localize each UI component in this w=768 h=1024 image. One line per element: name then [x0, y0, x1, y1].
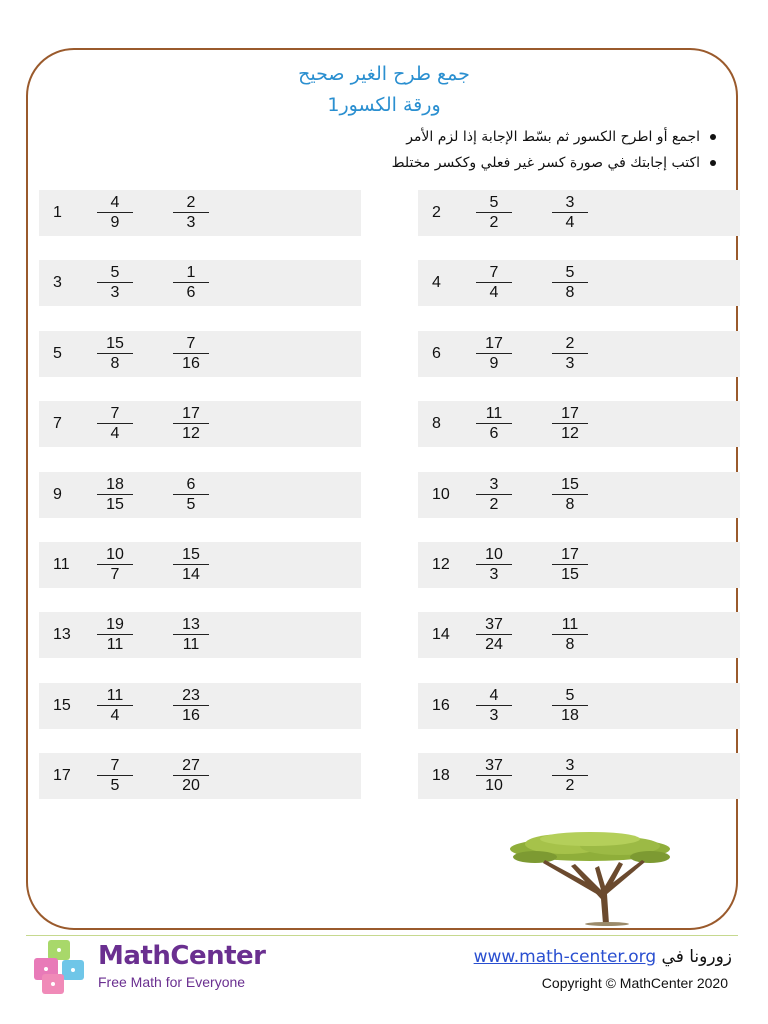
problem-box: [418, 612, 740, 658]
numerator: 37: [476, 615, 512, 635]
numerator: 5: [552, 686, 588, 706]
problem-number: 16: [432, 697, 450, 714]
numerator: 15: [552, 475, 588, 495]
numerator: 17: [173, 404, 209, 424]
problem-number: 5: [53, 345, 62, 362]
brand-tagline: Free Math for Everyone: [98, 974, 246, 990]
numerator: 4: [476, 686, 512, 706]
numerator: 4: [97, 193, 133, 213]
fraction-second: [173, 756, 209, 795]
fraction-second: [173, 686, 209, 725]
denominator: 3: [489, 707, 499, 724]
problem-number: 13: [53, 626, 71, 643]
fraction-first: [97, 193, 133, 232]
problem-number: 10: [432, 486, 450, 503]
fraction-second: [552, 756, 588, 795]
problem-box: [39, 472, 361, 518]
problem-box: [39, 331, 361, 377]
denominator: 4: [489, 284, 499, 301]
fraction-second: [173, 263, 209, 302]
problem-box: [418, 683, 740, 729]
fraction-first: [97, 686, 133, 725]
denominator: 11: [182, 636, 200, 653]
denominator: 20: [182, 777, 200, 794]
worksheet-title: جمع طرح الغير صحيح: [298, 63, 470, 85]
fraction-second: [552, 545, 588, 584]
fraction-first: [476, 686, 512, 725]
website-link[interactable]: www.math-center.org: [473, 947, 657, 967]
denominator: 2: [489, 214, 499, 231]
numerator: 3: [552, 193, 588, 213]
denominator: 10: [485, 777, 503, 794]
problem-number: 14: [432, 626, 450, 643]
numerator: 13: [173, 615, 209, 635]
numerator: 17: [476, 334, 512, 354]
denominator: 4: [110, 707, 120, 724]
numerator: 2: [173, 193, 209, 213]
problem-box: [418, 190, 740, 236]
fraction-first: [97, 545, 133, 584]
fraction-second: [552, 263, 588, 302]
denominator: 2: [565, 777, 575, 794]
copyright-text: Copyright © MathCenter 2020: [541, 975, 728, 991]
numerator: 17: [552, 404, 588, 424]
denominator: 12: [561, 425, 579, 442]
denominator: 5: [110, 777, 120, 794]
denominator: 2: [489, 496, 499, 513]
denominator: 15: [561, 566, 579, 583]
problem-number: 9: [53, 486, 62, 503]
denominator: 16: [182, 355, 200, 372]
denominator: 3: [565, 355, 575, 372]
denominator: 9: [110, 214, 120, 231]
fraction-first: [97, 615, 133, 654]
fraction-second: [552, 686, 588, 725]
denominator: 4: [110, 425, 120, 442]
fraction-first: [97, 404, 133, 443]
fraction-first: [476, 334, 512, 373]
denominator: 16: [182, 707, 200, 724]
problem-box: [39, 190, 361, 236]
denominator: 8: [565, 496, 575, 513]
fraction-first: [97, 334, 133, 373]
worksheet-subtitle: ورقة الكسور1: [327, 94, 441, 116]
fraction-second: [552, 404, 588, 443]
problem-box: [418, 542, 740, 588]
bullet-icon: [710, 134, 716, 140]
numerator: 7: [173, 334, 209, 354]
denominator: 7: [110, 566, 120, 583]
instruction-item: [120, 150, 720, 176]
denominator: 4: [565, 214, 575, 231]
acacia-tree-icon: [505, 824, 675, 926]
numerator: 23: [173, 686, 209, 706]
numerator: 15: [97, 334, 133, 354]
denominator: 3: [489, 566, 499, 583]
problem-box: [39, 753, 361, 799]
denominator: 3: [110, 284, 120, 301]
bullet-icon: [710, 160, 716, 166]
denominator: 24: [485, 636, 503, 653]
numerator: 15: [173, 545, 209, 565]
problem-number: 12: [432, 556, 450, 573]
fraction-first: [97, 263, 133, 302]
denominator: 6: [186, 284, 196, 301]
denominator: 8: [110, 355, 120, 372]
denominator: 8: [565, 284, 575, 301]
instruction-item: [120, 124, 720, 150]
problem-box: [39, 683, 361, 729]
problem-number: 8: [432, 415, 441, 432]
problem-number: 2: [432, 204, 441, 221]
numerator: 10: [476, 545, 512, 565]
numerator: 27: [173, 756, 209, 776]
fraction-second: [173, 334, 209, 373]
problem-box: [418, 472, 740, 518]
numerator: 1: [173, 263, 209, 283]
problem-number: 6: [432, 345, 441, 362]
fraction-first: [476, 404, 512, 443]
numerator: 5: [97, 263, 133, 283]
numerator: 7: [97, 756, 133, 776]
numerator: 11: [97, 686, 133, 706]
problem-number: 18: [432, 767, 450, 784]
fraction-second: [173, 193, 209, 232]
denominator: 18: [561, 707, 579, 724]
fraction-first: [476, 475, 512, 514]
fraction-second: [173, 615, 209, 654]
fraction-second: [552, 475, 588, 514]
fraction-first: [97, 756, 133, 795]
instruction-text: اكتب إجابتك في صورة كسر غير فعلي وككسر مختلط: [391, 155, 700, 171]
numerator: 19: [97, 615, 133, 635]
fraction-first: [476, 263, 512, 302]
problem-box: [39, 260, 361, 306]
instructions-list: [120, 124, 720, 176]
problem-number: 17: [53, 767, 71, 784]
problem-number: 4: [432, 274, 441, 291]
fraction-first: [476, 545, 512, 584]
problem-box: [418, 401, 740, 447]
instruction-text: اجمع أو اطرح الكسور ثم بسّط الإجابة إذا لزم الأمر: [406, 129, 700, 145]
footer-divider: [26, 935, 738, 936]
problem-box: [418, 260, 740, 306]
problem-number: 11: [53, 556, 70, 573]
problem-number: 7: [53, 415, 62, 432]
fraction-first: [476, 193, 512, 232]
numerator: 5: [552, 263, 588, 283]
numerator: 11: [552, 615, 588, 635]
numerator: 10: [97, 545, 133, 565]
denominator: 5: [186, 496, 196, 513]
denominator: 15: [106, 496, 124, 513]
numerator: 11: [476, 404, 512, 424]
brand-name: MathCenter: [98, 941, 266, 971]
problem-box: [418, 753, 740, 799]
denominator: 11: [106, 636, 124, 653]
problem-number: 3: [53, 274, 62, 291]
numerator: 7: [476, 263, 512, 283]
dice-logo-icon: [32, 938, 92, 996]
problem-number: 15: [53, 697, 71, 714]
fraction-first: [476, 756, 512, 795]
denominator: 9: [489, 355, 499, 372]
numerator: 2: [552, 334, 588, 354]
numerator: 3: [552, 756, 588, 776]
problem-box: [418, 331, 740, 377]
numerator: 5: [476, 193, 512, 213]
fraction-second: [173, 545, 209, 584]
numerator: 6: [173, 475, 209, 495]
numerator: 7: [97, 404, 133, 424]
fraction-second: [552, 615, 588, 654]
denominator: 14: [182, 566, 200, 583]
fraction-second: [173, 475, 209, 514]
problem-box: [39, 542, 361, 588]
fraction-second: [552, 334, 588, 373]
denominator: 12: [182, 425, 200, 442]
problem-box: [39, 401, 361, 447]
fraction-first: [476, 615, 512, 654]
fraction-second: [173, 404, 209, 443]
fraction-first: [97, 475, 133, 514]
visit-line: [474, 947, 732, 967]
numerator: 17: [552, 545, 588, 565]
problem-box: [39, 612, 361, 658]
fraction-second: [552, 193, 588, 232]
numerator: 18: [97, 475, 133, 495]
denominator: 6: [489, 425, 499, 442]
denominator: 8: [565, 636, 575, 653]
denominator: 3: [186, 214, 196, 231]
problem-number: 1: [53, 204, 62, 221]
visit-prefix: زورونا في: [661, 947, 732, 967]
numerator: 37: [476, 756, 512, 776]
numerator: 3: [476, 475, 512, 495]
